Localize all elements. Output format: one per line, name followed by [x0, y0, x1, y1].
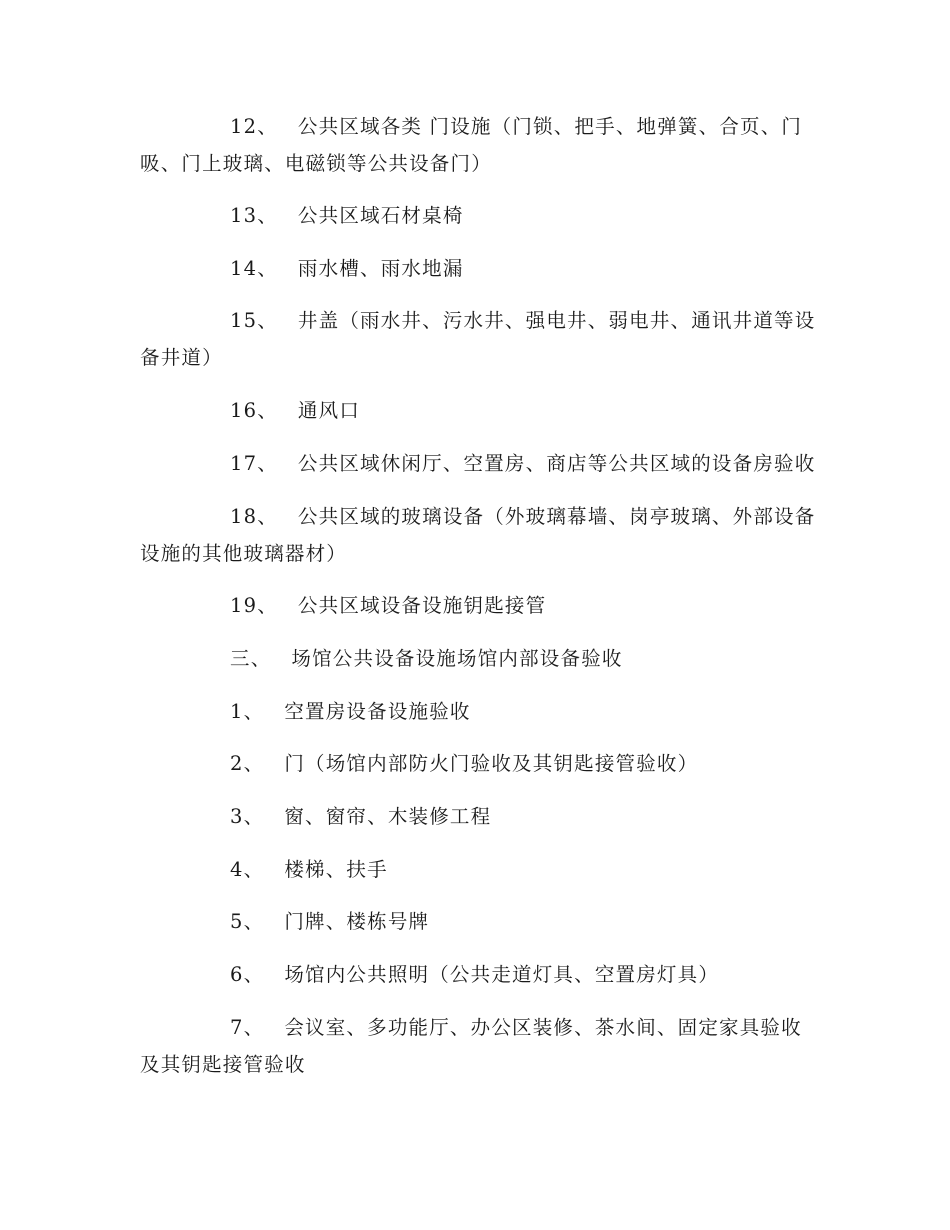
item-text: 井盖（雨水井、污水井、强电井、弱电井、通讯井道等设备井道）: [140, 309, 816, 369]
item-number: 3、: [230, 805, 265, 828]
item-number: 1、: [230, 700, 265, 723]
item-text: 窗、窗帘、木装修工程: [284, 805, 492, 828]
list-item-2: [140, 745, 820, 782]
item-number: 17、: [230, 452, 278, 475]
item-number: 5、: [230, 910, 265, 933]
list-item-6: [140, 956, 820, 993]
item-number: 18、: [230, 505, 278, 528]
item-number: 6、: [230, 963, 265, 986]
list-item-18: [140, 498, 820, 572]
item-number: 7、: [230, 1016, 265, 1039]
list-item-19: [140, 587, 820, 624]
list-item-12: [140, 108, 820, 182]
item-text: 楼梯、扶手: [284, 858, 388, 881]
list-item-16: [140, 392, 820, 429]
item-text: 公共区域各类 门设施（门锁、把手、地弹簧、合页、门吸、门上玻璃、电磁锁等公共设备门）: [140, 115, 803, 175]
list-item-13: [140, 197, 820, 234]
item-text: 门牌、楼栋号牌: [284, 910, 430, 933]
item-text: 公共区域的玻璃设备（外玻璃幕墙、岗亭玻璃、外部设备设施的其他玻璃器材）: [140, 505, 816, 565]
list-item-5: [140, 903, 820, 940]
item-text: 公共区域休闲厅、空置房、商店等公共区域的设备房验收: [297, 452, 816, 475]
item-number: 2、: [230, 752, 265, 775]
item-number: 16、: [230, 399, 278, 422]
item-text: 公共区域设备设施钥匙接管: [297, 594, 547, 617]
item-text: 雨水槽、雨水地漏: [297, 257, 464, 280]
item-text: 空置房设备设施验收: [284, 700, 471, 723]
list-item-17: [140, 445, 820, 482]
item-number: 14、: [230, 257, 278, 280]
item-number: 15、: [230, 309, 278, 332]
list-item-15: [140, 302, 820, 376]
list-item-7: [140, 1009, 820, 1083]
item-number: 13、: [230, 204, 278, 227]
list-item-4: [140, 851, 820, 888]
item-number: 4、: [230, 858, 265, 881]
item-number: 12、: [230, 115, 278, 138]
item-text: 通风口: [297, 399, 361, 422]
item-text: 门（场馆内部防火门验收及其钥匙接管验收）: [284, 752, 699, 775]
item-number: 19、: [230, 594, 278, 617]
item-text: 场馆内公共照明（公共走道灯具、空置房灯具）: [284, 963, 720, 986]
list-item-3: [140, 798, 820, 835]
list-item-14: [140, 250, 820, 287]
item-text: 会议室、多功能厅、办公区装修、茶水间、固定家具验收及其钥匙接管验收: [140, 1016, 802, 1076]
section-heading-3: [140, 640, 820, 677]
item-text: 公共区域石材桌椅: [297, 204, 464, 227]
item-number: 三、: [230, 647, 272, 670]
item-text: 场馆公共设备设施场馆内部设备验收: [291, 647, 623, 670]
list-item-1: [140, 693, 820, 730]
